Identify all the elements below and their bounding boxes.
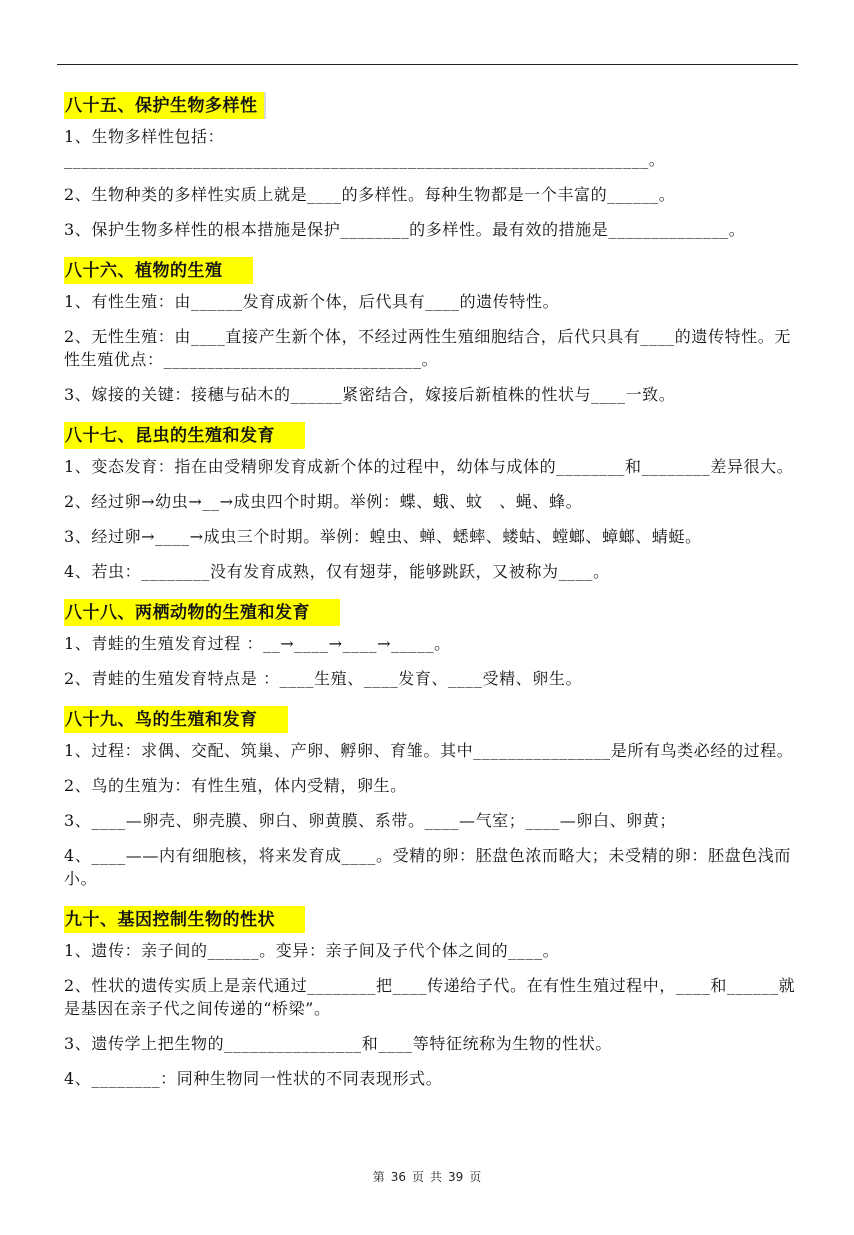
section-heading: 八十八、两栖动物的生殖和发育 [64,599,340,626]
section-86 [64,253,798,406]
question-item: 4、____——内有细胞核，将来发育成____。受精的卵：胚盘色浓而略大；未受精的卵：胚盘色浅而小。 [64,846,791,888]
question-item: 1、过程：求偶、交配、筑巢、产卵、孵卵、育雏。其中________________是所有鸟类必经的过程。 [64,741,794,760]
section-heading: 八十七、昆虫的生殖和发育 [64,422,305,449]
question-item: 2、性状的遗传实质上是亲代通过________把____传递给子代。在有性生殖过程中，____和______就是基因在亲子代之间传递的“桥梁”。 [64,976,796,1018]
question-item: 3、____—卵壳、卵壳膜、卵白、卵黄膜、系带。____—气室；____—卵白、卵黄； [64,811,676,830]
question-item: 2、鸟的生殖为：有性生殖，体内受精，卵生。 [64,776,407,795]
question-item: 4、________：同种生物同一性状的不同表现形式。 [64,1069,443,1088]
total-pages: 39 [448,1170,464,1184]
footer-total-label: 共 [430,1170,443,1184]
section-heading: 八十五、保护生物多样性 [64,92,266,119]
footer-prefix: 第 [372,1170,385,1184]
page-number: 36 [390,1170,406,1184]
header-rule [57,64,798,65]
section-heading: 九十、基因控制生物的性状 [64,906,305,933]
question-item: 1、青蛙的生殖发育过程 ：__→____→____→_____。 [64,634,451,653]
document-body [64,88,798,1102]
question-item: 3、嫁接的关键：接穗与砧木的______紧密结合，嫁接后新植株的性状与____一致。 [64,385,676,404]
section-87 [64,418,798,583]
footer-page-label: 页 [411,1170,424,1184]
section-90 [64,902,798,1090]
question-item: 1、生物多样性包括：____________________________________________________________________。 [64,127,666,169]
question-item: 3、遗传学上把生物的________________和____等特征统称为生物的性状。 [64,1034,612,1053]
section-heading: 八十九、鸟的生殖和发育 [64,706,288,733]
question-item: 3、经过卵→____→成虫三个时期。举例：蝗虫、蝉、蟋蟀、蝼蛄、螳螂、蟑螂、蜻蜓。 [64,527,702,546]
question-item: 2、青蛙的生殖发育特点是 ：____生殖、____发育、____受精、卵生。 [64,669,583,688]
page-footer [0,1168,854,1185]
question-item: 1、遗传：亲子间的______。变异：亲子间及子代个体之间的____。 [64,941,560,960]
section-heading: 八十六、植物的生殖 [64,257,253,284]
question-item: 3、保护生物多样性的根本措施是保护________的多样性。最有效的措施是______________。 [64,220,746,239]
section-89 [64,702,798,890]
question-item: 2、无性生殖：由____直接产生新个体，不经过两性生殖细胞结合，后代只具有____的遗传特性。无性生殖优点：______________________________。 [64,327,791,369]
footer-suffix: 页 [469,1170,482,1184]
question-item: 1、有性生殖：由______发育成新个体，后代具有____的遗传特性。 [64,292,560,311]
question-item: 2、生物种类的多样性实质上就是____的多样性。每种生物都是一个丰富的______。 [64,185,676,204]
question-item: 2、经过卵→幼虫→__→成虫四个时期。举例：蝶、蛾、蚊 、蝇、蜂。 [64,492,583,511]
question-item: 4、若虫：________没有发育成熟，仅有翅芽，能够跳跃，又被称为____。 [64,562,610,581]
question-item: 1、变态发育：指在由受精卵发育成新个体的过程中，幼体与成体的________和________差异很大。 [64,457,794,476]
section-88 [64,595,798,690]
section-85 [64,88,798,241]
